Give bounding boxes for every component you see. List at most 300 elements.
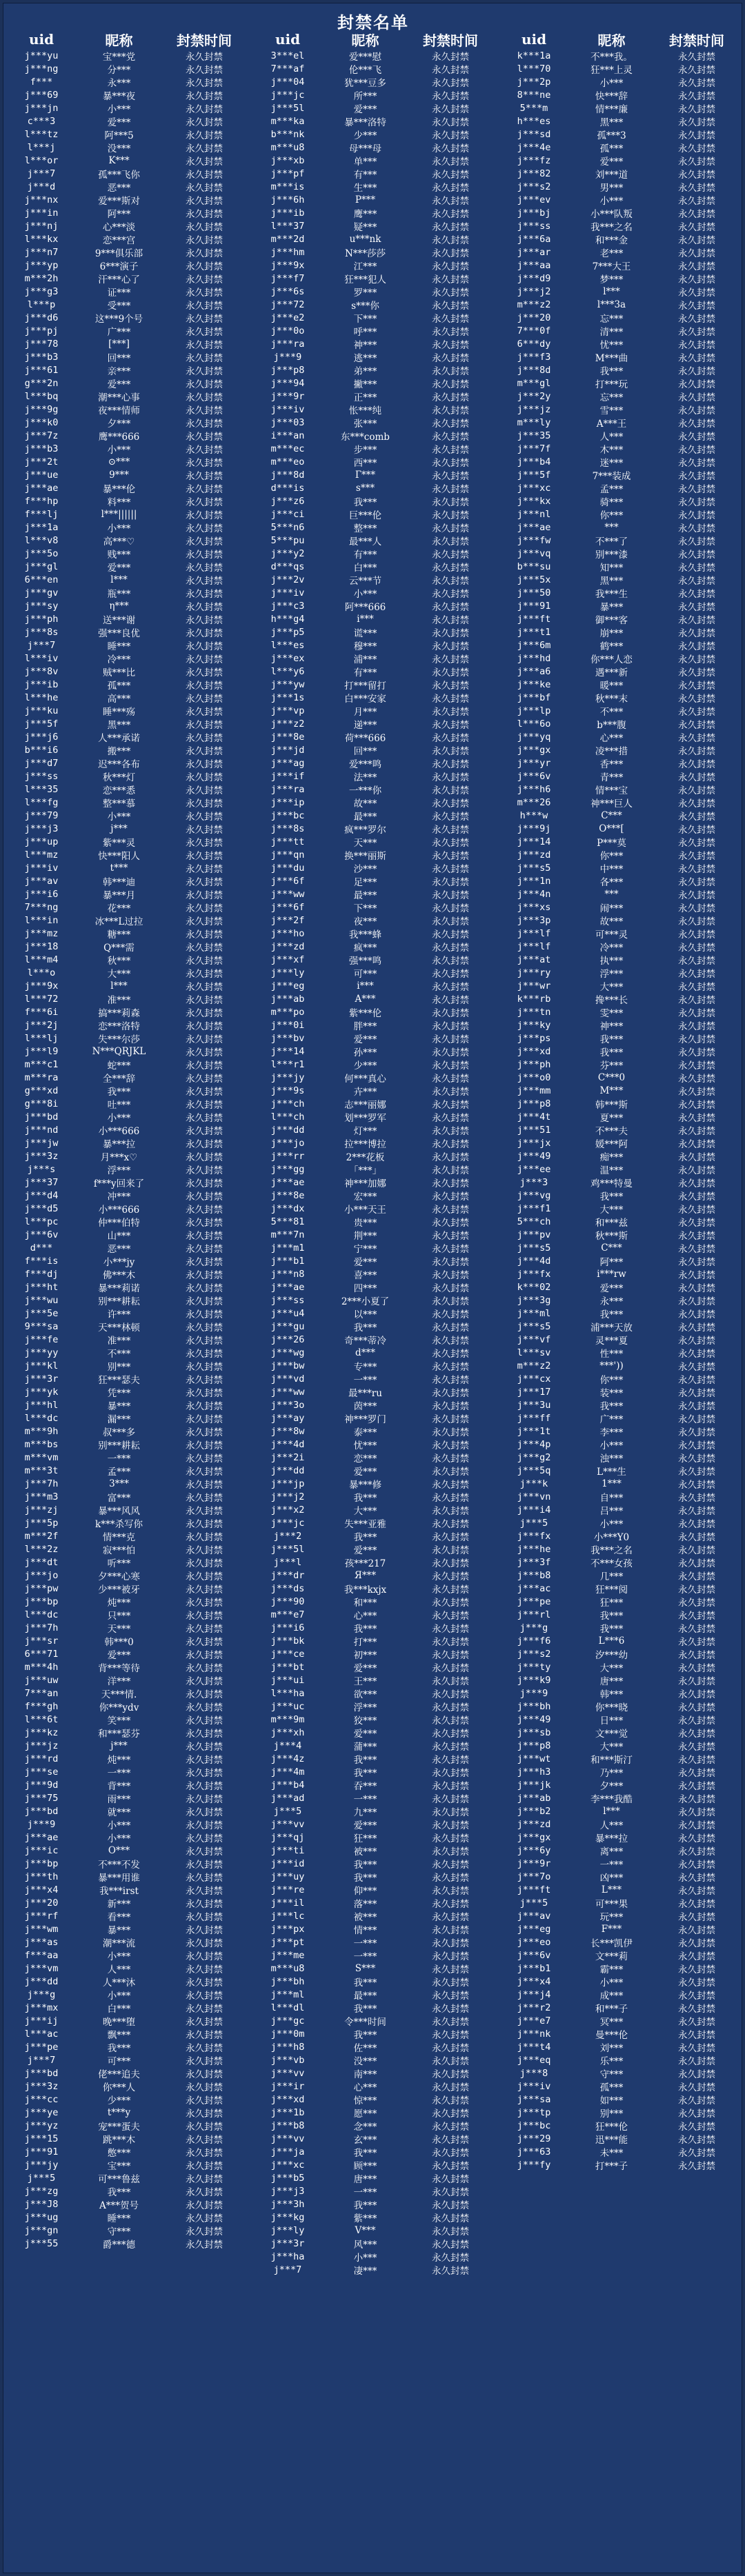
table-row [496, 743, 742, 756]
cell-ban-time: 永久封禁 [432, 352, 469, 363]
cell-nickname: 证*** [107, 287, 131, 298]
table-row [250, 1804, 496, 1818]
cell-nickname: 小***队叛 [590, 208, 633, 219]
cell-ban-time: 永久封禁 [186, 1165, 223, 1176]
cell-uid: j***b8 [270, 2120, 305, 2131]
cell-nickname: 人*** [599, 431, 624, 442]
cell-nickname: 不*** [599, 706, 624, 717]
cell-uid: j***pt [270, 1936, 305, 1948]
cell-ban-time: 永久封禁 [186, 1597, 223, 1608]
cell-ban-time: 永久封禁 [432, 1374, 469, 1385]
table-row [3, 1451, 250, 1464]
cell-uid: j***9g [24, 403, 59, 415]
table-row [250, 966, 496, 979]
cell-uid: j***mm [517, 1085, 551, 1096]
cell-ban-time: 永久封禁 [186, 1125, 223, 1136]
cell-ban-time: 永久封禁 [432, 1623, 469, 1634]
cell-nickname: 雪*** [599, 405, 624, 416]
cell-nickname: 我*** [599, 1034, 624, 1045]
cell-uid: j***ae [24, 482, 59, 494]
cell-nickname: 心*** [353, 1610, 377, 1621]
cell-uid: j***ab [517, 1792, 551, 1804]
cell-ban-time: 永久封禁 [432, 326, 469, 337]
table-row [250, 769, 496, 783]
table-row [3, 2237, 250, 2250]
cell-nickname: 沙*** [353, 863, 377, 874]
table-row [3, 1621, 250, 1634]
table-row [250, 691, 496, 704]
table-row [496, 390, 742, 403]
cell-ban-time: 永久封禁 [678, 1820, 715, 1831]
cell-ban-time: 永久封禁 [186, 2173, 223, 2184]
table-row [3, 219, 250, 232]
cell-uid: j***th [24, 1871, 59, 1882]
table-row [250, 2066, 496, 2080]
cell-ban-time: 永久封禁 [432, 1898, 469, 1909]
cell-nickname: 爱*** [353, 1820, 377, 1831]
cell-nickname: l***|||||| [101, 508, 137, 520]
table-header [496, 31, 742, 48]
cell-ban-time: 永久封禁 [186, 143, 223, 154]
table-row [3, 1280, 250, 1294]
cell-uid: j***zd [270, 940, 305, 952]
table-row [250, 1765, 496, 1778]
cell-uid: j***tt [270, 836, 305, 847]
table-row [3, 625, 250, 638]
cell-ban-time: 永久封禁 [678, 719, 715, 730]
cell-nickname: j*** [110, 1740, 128, 1751]
table-row [496, 992, 742, 1005]
table-row [496, 1307, 742, 1320]
cell-uid: j***8w [270, 1425, 305, 1437]
cell-ban-time: 永久封禁 [432, 1440, 469, 1451]
cell-nickname: 我*** [353, 1492, 377, 1503]
table-row [250, 180, 496, 193]
cell-ban-time: 永久封禁 [432, 2239, 469, 2250]
cell-uid: j***a6 [517, 665, 551, 677]
table-row [250, 704, 496, 717]
table-row [496, 874, 742, 887]
cell-uid: j***bj [517, 207, 551, 219]
cell-nickname: 我***蜂 [348, 929, 382, 940]
table-row [250, 2014, 496, 2027]
cell-ban-time: 永久封禁 [186, 103, 223, 114]
cell-ban-time: 永久封禁 [432, 1020, 469, 1032]
table-row [3, 141, 250, 154]
cell-nickname: 瓶*** [107, 588, 131, 599]
cell-ban-time: 永久封禁 [186, 326, 223, 337]
cell-nickname: 欲*** [353, 1689, 377, 1700]
table-row [3, 2001, 250, 2014]
table-row [250, 193, 496, 206]
cell-nickname: 料*** [107, 496, 131, 507]
table-row [3, 1975, 250, 1988]
cell-ban-time: 永久封禁 [186, 1138, 223, 1149]
cell-nickname: 人*** [599, 1820, 624, 1831]
table-row [3, 691, 250, 704]
cell-ban-time: 永久封禁 [432, 2147, 469, 2158]
cell-uid: j***vp [270, 705, 305, 716]
table-row [250, 848, 496, 861]
table-row [250, 141, 496, 154]
cell-nickname: 鸡***特曼 [590, 1178, 633, 1189]
cell-uid: j***9 [519, 1687, 548, 1699]
cell-ban-time: 永久封禁 [432, 2082, 469, 2093]
cell-nickname: 小***666 [98, 1204, 140, 1215]
table-row [250, 1359, 496, 1372]
cell-nickname: 闹*** [599, 903, 624, 914]
cell-uid: j***3f [517, 1556, 551, 1568]
table-row [250, 992, 496, 1005]
cell-ban-time: 永久封禁 [186, 614, 223, 625]
cell-nickname: Г*** [355, 469, 376, 481]
table-row [250, 665, 496, 678]
table-row [496, 259, 742, 272]
cell-uid: b***i6 [24, 744, 59, 756]
cell-ban-time: 永久封禁 [432, 1951, 469, 1962]
cell-nickname: 富*** [107, 1492, 131, 1503]
cell-ban-time: 永久封禁 [186, 1990, 223, 2001]
table-row [496, 769, 742, 783]
cell-ban-time: 永久封禁 [678, 64, 715, 75]
cell-uid: j***dt [24, 1556, 59, 1568]
cell-uid: j***jo [270, 1137, 305, 1149]
cell-ban-time: 永久封禁 [432, 1230, 469, 1241]
cell-ban-time: 永久封禁 [678, 313, 715, 324]
cell-nickname: 回*** [353, 745, 377, 756]
cell-ban-time: 永久封禁 [186, 261, 223, 272]
table-row [250, 900, 496, 914]
cell-nickname: 专*** [353, 1361, 377, 1372]
table-row [496, 1582, 742, 1595]
table-row [3, 1018, 250, 1032]
table-row [496, 1123, 742, 1136]
cell-uid: j***fe [24, 1334, 59, 1345]
cell-ban-time: 永久封禁 [678, 1597, 715, 1608]
table-row [3, 1189, 250, 1202]
table-row [250, 1398, 496, 1411]
cell-ban-time: 永久封禁 [678, 627, 715, 638]
cell-uid: l***dl [270, 2002, 305, 2013]
cell-ban-time: 永久封禁 [678, 968, 715, 979]
cell-nickname: 恋***宫 [102, 234, 136, 245]
cell-nickname: 少***被牙 [98, 1584, 140, 1595]
cell-nickname: 惊*** [353, 2095, 377, 2106]
table-row [250, 298, 496, 311]
cell-ban-time: 永久封禁 [186, 2200, 223, 2211]
cell-ban-time: 永久封禁 [678, 536, 715, 547]
cell-ban-time: 永久封禁 [186, 1348, 223, 1359]
cell-uid: l***lj [24, 1032, 59, 1044]
cell-ban-time: 永久封禁 [432, 994, 469, 1005]
table-row [3, 1569, 250, 1582]
table-row [3, 1464, 250, 1477]
table-row [250, 809, 496, 822]
cell-nickname: 一*** [353, 2186, 377, 2197]
table-row [3, 1071, 250, 1084]
table-row [3, 1857, 250, 1870]
cell-nickname: 情***克 [102, 1531, 136, 1542]
cell-nickname: 梦*** [599, 274, 624, 285]
cell-nickname: 夏*** [599, 1112, 624, 1123]
cell-nickname: 孤*** [599, 2082, 624, 2093]
table-row [250, 1228, 496, 1241]
table-row [250, 638, 496, 652]
cell-nickname: 快***辞 [595, 90, 628, 101]
table-row [250, 1791, 496, 1804]
cell-nickname: 暴***拉 [102, 1138, 136, 1149]
cell-nickname: 恋***洛特 [98, 1020, 140, 1032]
cell-ban-time: 永久封禁 [186, 1296, 223, 1307]
cell-uid: j***7 [27, 639, 56, 651]
cell-ban-time: 永久封禁 [186, 510, 223, 521]
table-row [496, 678, 742, 691]
cell-nickname: 吞*** [353, 1780, 377, 1791]
cell-uid: j***ho [270, 927, 305, 939]
cell-nickname: 自*** [599, 1492, 624, 1503]
cell-uid: j***jn [24, 102, 59, 114]
table-row [250, 49, 496, 62]
cell-ban-time: 永久封禁 [678, 1256, 715, 1267]
cell-uid: k***1a [517, 50, 551, 61]
cell-uid: j***pe [24, 2041, 59, 2053]
cell-uid: j***ib [24, 678, 59, 690]
cell-ban-time: 永久封禁 [678, 457, 715, 468]
cell-nickname: 和*** [353, 1597, 377, 1608]
cell-ban-time: 永久封禁 [186, 1387, 223, 1398]
cell-uid: j***6v [517, 770, 551, 782]
cell-uid: j***l9 [24, 1045, 59, 1057]
table-row [250, 796, 496, 809]
cell-nickname: 男*** [599, 182, 624, 193]
cell-ban-time: 永久封禁 [432, 339, 469, 350]
cell-uid: j***sy [24, 600, 59, 612]
cell-uid: j***9j [517, 823, 551, 834]
cell-uid: j***ng [24, 63, 59, 74]
table-row [250, 1595, 496, 1608]
cell-nickname: 孤*** [599, 143, 624, 154]
table-row [496, 1202, 742, 1215]
cell-ban-time: 永久封禁 [432, 261, 469, 272]
cell-uid: j***pf [270, 168, 305, 179]
cell-uid: j***4d [517, 1255, 551, 1267]
cell-uid: m***9m [270, 1713, 305, 1725]
cell-ban-time: 永久封禁 [186, 641, 223, 652]
cell-nickname: 小*** [107, 1112, 131, 1123]
table-row [3, 390, 250, 403]
cell-uid: j***mx [24, 2002, 59, 2013]
cell-uid: j***u4 [270, 1307, 305, 1319]
cell-uid: j***zd [517, 849, 551, 861]
table-row [3, 1883, 250, 1896]
cell-nickname: 不***不发 [98, 1859, 140, 1870]
table-row [3, 1228, 250, 1241]
cell-nickname: 谎*** [353, 627, 377, 638]
cell-uid: j***ib [270, 207, 305, 219]
cell-ban-time: 永久封禁 [678, 1859, 715, 1870]
cell-ban-time: 永久封禁 [186, 1571, 223, 1582]
cell-ban-time: 永久封禁 [432, 1099, 469, 1110]
cell-uid: j***4p [517, 1438, 551, 1450]
cell-nickname: 小*** [599, 1977, 624, 1988]
table-row [496, 953, 742, 966]
table-row [250, 455, 496, 468]
cell-nickname: 爱*** [353, 1466, 377, 1477]
cell-nickname: 贵*** [353, 1217, 377, 1228]
cell-nickname: 小*** [107, 811, 131, 822]
cell-nickname: 爱*** [353, 1728, 377, 1739]
cell-ban-time: 永久封禁 [432, 90, 469, 101]
cell-uid: j***6f [270, 875, 305, 887]
cell-uid: j***0i [270, 1019, 305, 1031]
cell-uid: j***2 [273, 1530, 302, 1542]
cell-ban-time: 永久封禁 [186, 1047, 223, 1058]
cell-uid: j***ay [270, 1412, 305, 1424]
table-row [496, 2001, 742, 2014]
header-nickname: 昵称 [597, 32, 626, 48]
cell-nickname: 我***kxjx [344, 1584, 387, 1595]
cell-ban-time: 永久封禁 [678, 1309, 715, 1320]
cell-uid: j***5 [519, 1897, 548, 1909]
cell-ban-time: 永久封禁 [186, 169, 223, 180]
cell-ban-time: 永久封禁 [186, 90, 223, 101]
cell-nickname: 卉*** [353, 1086, 377, 1097]
cell-ban-time: 永久封禁 [678, 1479, 715, 1490]
cell-ban-time: 永久封禁 [186, 1898, 223, 1909]
cell-ban-time: 永久封禁 [678, 379, 715, 390]
cell-ban-time: 永久封禁 [678, 994, 715, 1005]
cell-nickname: 孤*** [107, 680, 131, 691]
cell-nickname: 乃*** [599, 1767, 624, 1778]
cell-nickname: 罗*** [353, 287, 377, 298]
cell-ban-time: 永久封禁 [186, 64, 223, 75]
cell-uid: b***nk [270, 128, 305, 140]
cell-ban-time: 永久封禁 [678, 1872, 715, 1883]
cell-ban-time: 永久封禁 [432, 1610, 469, 1621]
cell-uid: j***4e [517, 141, 551, 153]
cell-uid: m***u8 [270, 141, 305, 153]
table-row [250, 324, 496, 337]
cell-ban-time: 永久封禁 [432, 287, 469, 298]
cell-uid: m***7n [270, 1229, 305, 1240]
table-row [250, 1307, 496, 1320]
cell-ban-time: 永久封禁 [432, 1636, 469, 1647]
cell-uid: j***5f [517, 469, 551, 481]
table-row [3, 835, 250, 848]
cell-ban-time: 永久封禁 [432, 77, 469, 88]
cell-uid: j***iv [270, 587, 305, 598]
table-row [3, 2224, 250, 2237]
table-row [496, 704, 742, 717]
table-row [250, 1608, 496, 1621]
cell-nickname: 你*** [599, 1374, 624, 1385]
table-row [3, 2158, 250, 2171]
cell-nickname: 少*** [353, 1060, 377, 1071]
cell-ban-time: 永久封禁 [432, 562, 469, 573]
cell-nickname: 心*** [353, 2082, 377, 2093]
cell-ban-time: 永久封禁 [186, 1073, 223, 1084]
cell-nickname: 小*** [107, 1820, 131, 1831]
cell-ban-time: 永久封禁 [186, 1767, 223, 1778]
cell-uid: j***yp [24, 259, 59, 271]
cell-nickname: 冷*** [107, 654, 131, 665]
cell-ban-time: 永久封禁 [186, 1518, 223, 1529]
cell-nickname: 大*** [599, 1662, 624, 1673]
cell-ban-time: 永久封禁 [432, 2095, 469, 2106]
cell-uid: f***hp [24, 495, 59, 507]
table-row [3, 206, 250, 219]
cell-uid: j***r2 [517, 2002, 551, 2013]
cell-ban-time: 永久封禁 [432, 1296, 469, 1307]
cell-uid: j***dd [270, 1124, 305, 1136]
table-row [3, 1320, 250, 1333]
cell-nickname: 飘*** [107, 2029, 131, 2040]
cell-nickname: 大*** [599, 1741, 624, 1752]
cell-nickname: 狡*** [353, 1715, 377, 1726]
cell-ban-time: 永久封禁 [432, 470, 469, 481]
cell-nickname: 汐***幼 [595, 1649, 628, 1660]
cell-uid: j***at [517, 954, 551, 965]
cell-uid: j***il [270, 1897, 305, 1909]
cell-uid: 7***an [24, 1687, 59, 1699]
table-row [250, 337, 496, 350]
cell-ban-time: 永久封禁 [678, 2029, 715, 2040]
cell-uid: j***ss [517, 220, 551, 232]
cell-ban-time: 永久封禁 [432, 1990, 469, 2001]
cell-nickname: 执*** [599, 955, 624, 966]
cell-uid: j***g3 [24, 285, 59, 297]
cell-nickname: 爵***德 [102, 2239, 136, 2250]
cell-ban-time: 永久封禁 [678, 1990, 715, 2001]
table-row [250, 245, 496, 259]
cell-nickname: 整***慕 [102, 798, 136, 809]
table-row [250, 1032, 496, 1045]
cell-nickname: M***曲 [595, 352, 628, 363]
cell-nickname: 寂***怕 [102, 1544, 136, 1556]
cell-ban-time: 永久封禁 [432, 510, 469, 521]
cell-ban-time: 永久封禁 [186, 903, 223, 914]
cell-uid: j***3h [270, 2198, 305, 2210]
cell-ban-time: 永久封禁 [432, 876, 469, 887]
cell-uid: j***jc [270, 89, 305, 101]
cell-uid: m***2h [24, 272, 59, 284]
cell-ban-time: 永久封禁 [432, 2252, 469, 2263]
cell-nickname: 和***子 [595, 2003, 628, 2014]
cell-nickname: 暴***洛特 [344, 117, 386, 128]
cell-nickname: 孩***217 [344, 1558, 386, 1569]
cell-uid: j***jz [24, 1740, 59, 1751]
cell-nickname: 我*** [599, 1623, 624, 1634]
cell-nickname: 韩***0 [104, 1636, 134, 1647]
table-row [250, 75, 496, 88]
table-row [3, 311, 250, 324]
cell-ban-time: 永久封禁 [432, 418, 469, 429]
cell-nickname: 最***ru [348, 1387, 382, 1398]
table-row [3, 1896, 250, 1909]
cell-uid: f***dj [24, 1268, 59, 1280]
cell-ban-time: 永久封禁 [186, 287, 223, 298]
cell-ban-time: 永久封禁 [186, 1558, 223, 1569]
cell-nickname: 搀***长 [595, 994, 628, 1005]
cell-uid: j***ug [24, 2211, 59, 2223]
cell-nickname: 回*** [107, 352, 131, 363]
cell-nickname: 我*** [353, 1859, 377, 1870]
cell-uid: h***g4 [270, 613, 305, 625]
cell-ban-time: 永久封禁 [432, 483, 469, 494]
table-row [250, 1556, 496, 1569]
table-row [496, 350, 742, 363]
table-row [496, 822, 742, 835]
